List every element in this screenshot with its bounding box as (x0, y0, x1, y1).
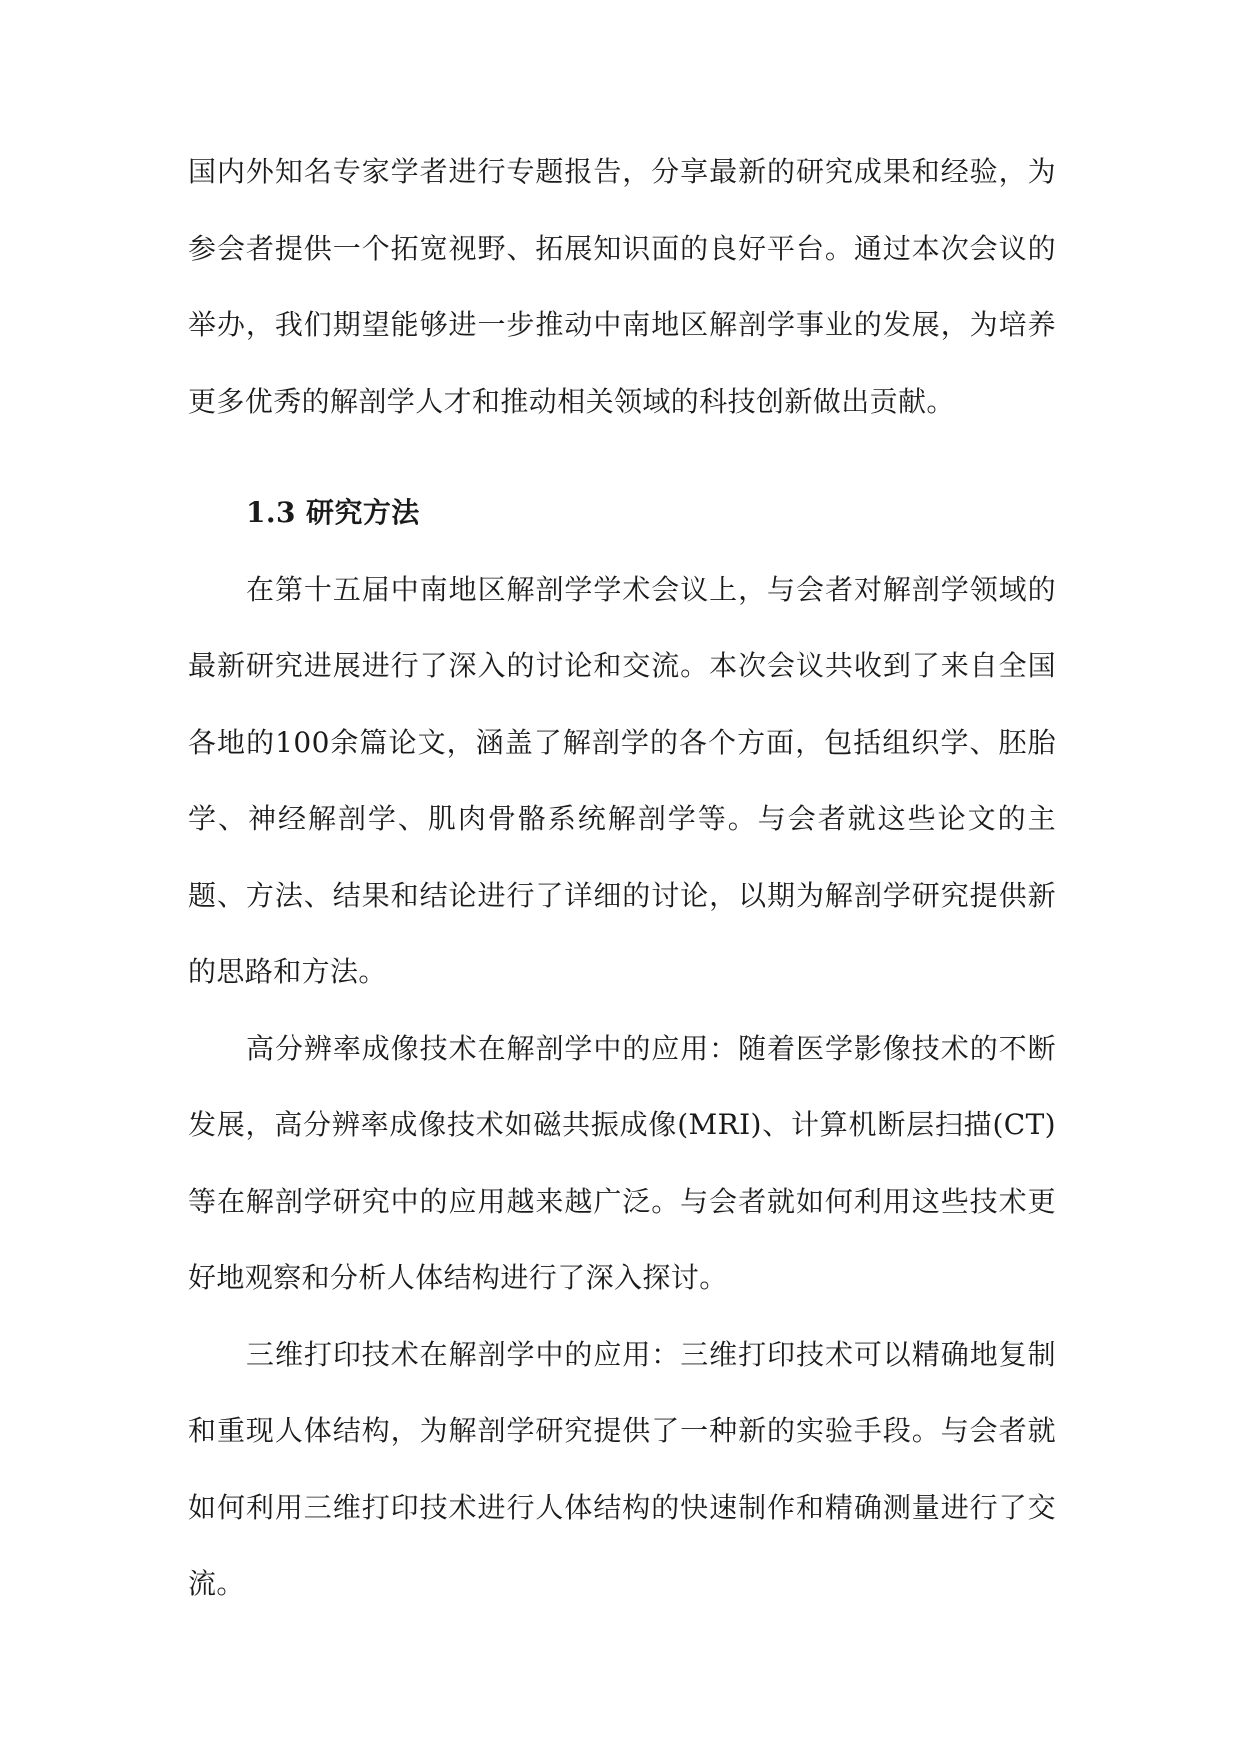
section-heading: 1.3 研究方法 (246, 496, 420, 529)
paragraph-3d-printing: 三维打印技术在解剖学中的应用：三维打印技术可以精确地复制和重现人体结构，为解剖学研究提供了一种新的实验手段。与会者就如何利用三维打印技术进行人体结构的快速制作和精确测量进行了交流。 (188, 1337, 1056, 1600)
document-body (188, 134, 1056, 1623)
paragraph-imaging-technology: 高分辨率成像技术在解剖学中的应用：随着医学影像技术的不断发展，高分辨率成像技术如磁共振成像(MRI)、计算机断层扫描(CT)等在解剖学研究中的应用越来越广泛。与会者就如何利用这些技术更好地观察和分析人体结构进行了深入探讨。 (188, 1031, 1056, 1294)
paragraph-conference-overview: 在第十五届中南地区解剖学学术会议上，与会者对解剖学领域的最新研究进展进行了深入的讨论和交流。本次会议共收到了来自全国各地的100余篇论文，涵盖了解剖学的各个方面，包括组织学、胚胎学、神经解剖学、肌肉骨骼系统解剖学等。与会者就这些论文的主题、方法、结果和结论进行了详细的讨论，以期为解剖学研究提供新的思路和方法。 (188, 572, 1056, 988)
section-spacer (188, 440, 1056, 475)
paragraph-continuation: 国内外知名专家学者进行专题报告，分享最新的研究成果和经验，为参会者提供一个拓宽视野、拓展知识面的良好平台。通过本次会议的举办，我们期望能够进一步推动中南地区解剖学事业的发展，为培养更多优秀的解剖学人才和推动相关领域的科技创新做出贡献。 (188, 155, 1056, 418)
